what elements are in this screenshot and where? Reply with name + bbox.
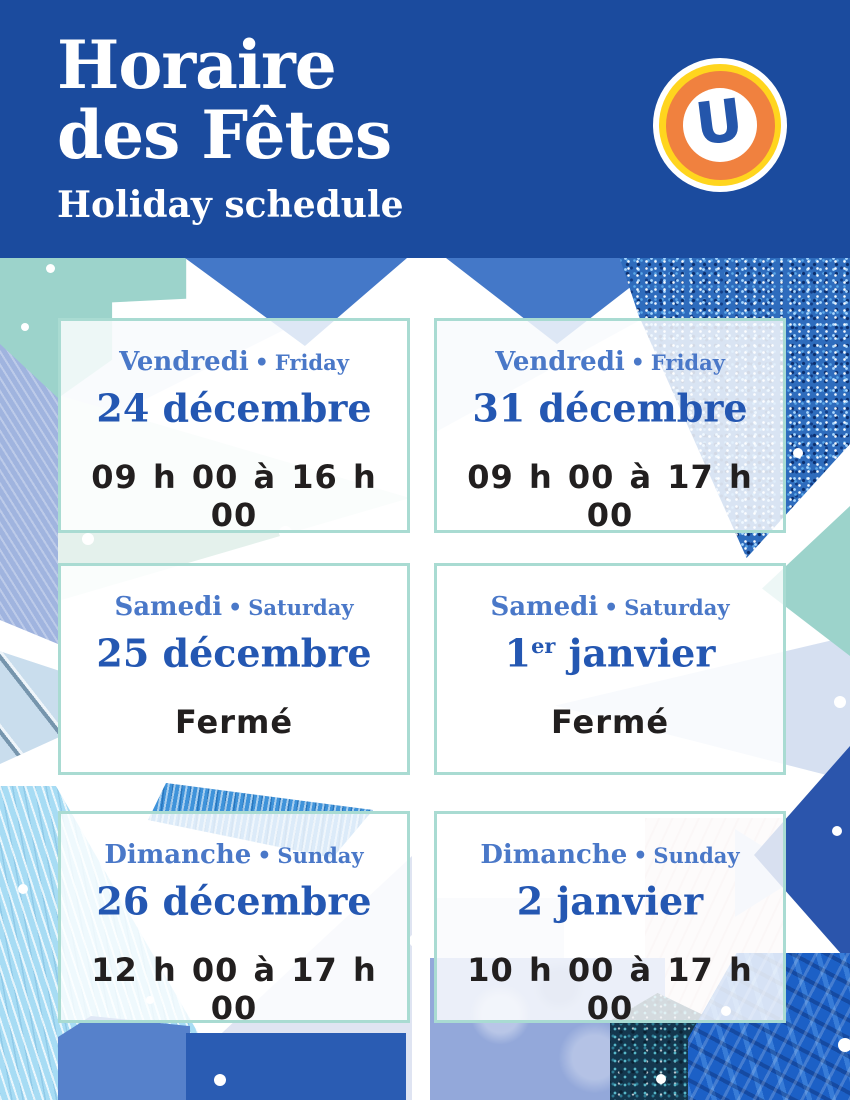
deco-dot [832, 826, 842, 836]
day-en: Friday [274, 350, 349, 375]
date-main: 26 décembre [96, 878, 372, 924]
day-fr: Vendredi [495, 347, 625, 377]
card-day-label [437, 347, 783, 378]
day-fr: Dimanche [480, 840, 628, 870]
date-main: 24 décembre [96, 385, 372, 431]
card-hours: Fermé [550, 702, 670, 741]
card-day-label [61, 592, 407, 623]
bullet-separator: • [630, 350, 645, 376]
deco-dot [409, 934, 422, 947]
card-day-label [437, 840, 783, 871]
deco-dot [214, 1074, 226, 1086]
bullet-separator: • [228, 595, 243, 621]
logo-center-disc [683, 85, 757, 162]
bg-shard-pencil-left [0, 644, 58, 764]
day-en: Sunday [653, 843, 740, 868]
deco-dot [656, 1074, 666, 1084]
day-fr: Samedi [114, 592, 223, 622]
schedule-card-dec-24 [58, 318, 410, 533]
bullet-separator: • [633, 843, 648, 869]
card-hours: 09 h 00 à 17 h 00 [467, 457, 753, 534]
date-rest: janvier [555, 630, 716, 676]
date-superscript: er [531, 633, 556, 658]
header [0, 0, 850, 258]
poster-subtitle: Holiday schedule [57, 184, 404, 226]
card-day-label [437, 592, 783, 623]
schedule-card-jan-2 [434, 811, 786, 1027]
deco-dot [793, 448, 803, 458]
logo-ring-yellow [659, 64, 781, 186]
deco-dot [834, 696, 846, 708]
bg-shard-medium-blue-bottom [58, 1016, 190, 1100]
card-date [61, 871, 407, 925]
card-date [61, 623, 407, 677]
schedule-card-jan-1 [434, 563, 786, 775]
bullet-separator: • [604, 595, 619, 621]
title-line-2: des Fêtes [57, 96, 392, 174]
card-hours: 09 h 00 à 16 h 00 [91, 457, 377, 534]
deco-dot [46, 264, 55, 273]
schedule-card-dec-25 [58, 563, 410, 775]
bullet-separator: • [254, 350, 269, 376]
card-day-label [61, 840, 407, 871]
deco-dot [21, 323, 29, 331]
u-letter-icon: U [692, 85, 748, 159]
card-hours: 12 h 00 à 17 h 00 [91, 950, 377, 1027]
day-fr: Vendredi [119, 347, 249, 377]
card-day-label [61, 347, 407, 378]
day-en: Saturday [624, 595, 730, 620]
day-en: Sunday [277, 843, 364, 868]
deco-dot [838, 1038, 850, 1052]
card-date [437, 871, 783, 925]
day-en: Friday [650, 350, 725, 375]
schedule-card-dec-26 [58, 811, 410, 1027]
logo-ring-orange [666, 71, 775, 180]
u-logo [653, 58, 787, 192]
deco-dot [18, 884, 28, 894]
day-fr: Dimanche [104, 840, 252, 870]
date-main: 1 [504, 630, 532, 676]
deco-dot [82, 533, 94, 545]
date-main: 31 décembre [472, 385, 748, 431]
day-en: Saturday [248, 595, 354, 620]
schedule-card-dec-31 [434, 318, 786, 533]
card-hours: 10 h 00 à 17 h 00 [467, 950, 753, 1027]
card-hours: Fermé [174, 702, 294, 741]
date-main: 25 décembre [96, 630, 372, 676]
card-date [437, 623, 783, 677]
bullet-separator: • [257, 843, 272, 869]
bg-shard-deep-blue-bottom [186, 1033, 406, 1100]
day-fr: Samedi [490, 592, 599, 622]
date-main: 2 janvier [516, 878, 704, 924]
title-line-1: Horaire [57, 26, 336, 104]
card-date [61, 378, 407, 432]
card-date [437, 378, 783, 432]
